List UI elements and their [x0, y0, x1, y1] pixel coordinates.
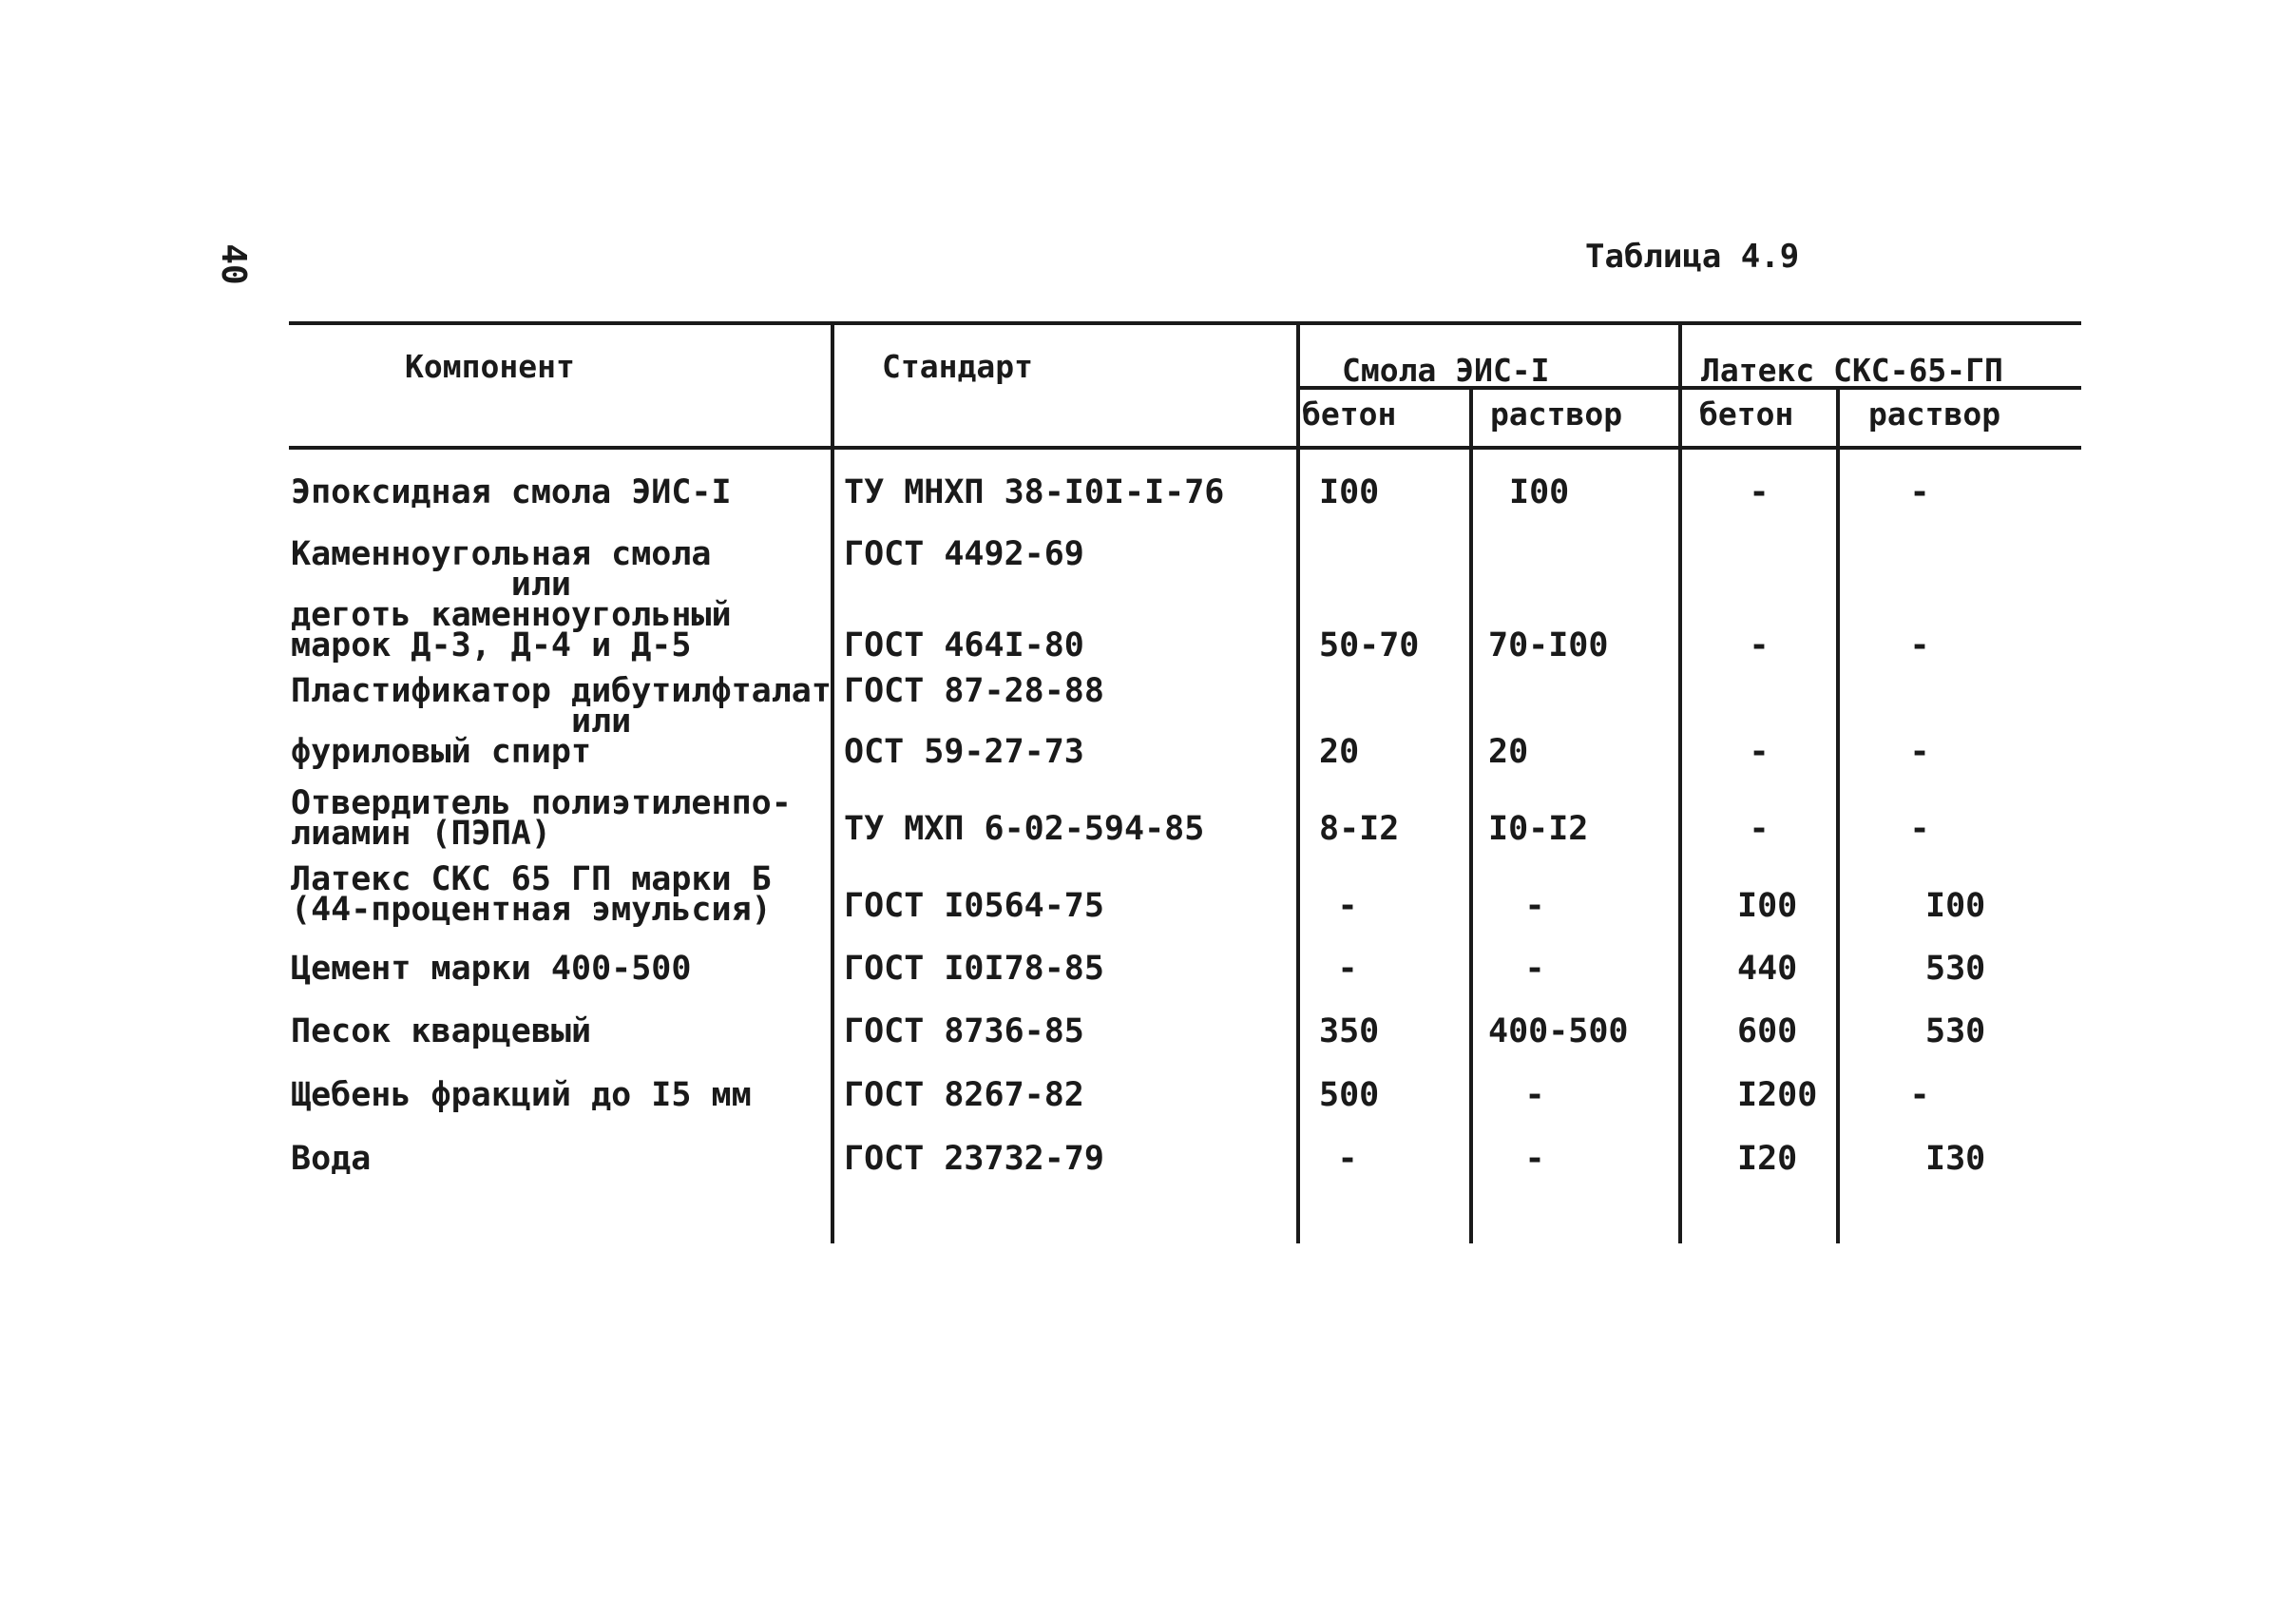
cell-resin-concrete: 8-I2	[1319, 810, 1400, 848]
cell-latex-concrete: -	[1749, 733, 1770, 771]
cell-latex-mortar: -	[1909, 733, 1930, 771]
cell-component: Щебень фракций до I5 мм	[291, 1076, 752, 1114]
cell-resin-concrete: 350	[1319, 1012, 1380, 1050]
cell-resin-mortar: 20	[1488, 733, 1529, 771]
cell-component: Пластификатор дибутилфталат или фуриловый спирт	[291, 672, 832, 771]
cell-latex-mortar: I00	[1925, 887, 1986, 925]
cell-latex-concrete: 440	[1737, 950, 1798, 988]
cell-resin-mortar: -	[1524, 950, 1545, 988]
cell-resin-mortar: I0-I2	[1488, 810, 1589, 848]
cell-resin-concrete: I00	[1319, 473, 1380, 511]
header-resin-mortar: раствор	[1490, 395, 1623, 433]
cell-standard: ГОСТ 87-28-88 ОСТ 59-27-73	[844, 672, 1104, 771]
cell-latex-mortar: -	[1909, 810, 1930, 848]
column-divider-resin	[1296, 321, 1300, 1243]
cell-latex-concrete: I20	[1737, 1140, 1798, 1178]
cell-latex-concrete: -	[1749, 810, 1770, 848]
cell-latex-mortar: -	[1909, 473, 1930, 511]
cell-latex-concrete: I200	[1737, 1076, 1818, 1114]
cell-resin-mortar: -	[1524, 1140, 1545, 1178]
cell-resin-concrete: -	[1337, 1140, 1358, 1178]
header-standard: Стандарт	[882, 348, 1033, 385]
header-group-resin: Смола ЭИС-I	[1342, 352, 1550, 389]
cell-standard: ТУ МНХП 38-I0I-I-76	[844, 473, 1225, 511]
cell-standard: ГОСТ 8736-85	[844, 1012, 1084, 1050]
header-bottom-rule	[289, 446, 2081, 450]
page-number: 40	[214, 243, 253, 285]
cell-resin-mortar: -	[1524, 1076, 1545, 1114]
header-latex-concrete: бетон	[1699, 395, 1794, 433]
cell-resin-concrete: 50-70	[1319, 626, 1420, 664]
cell-latex-concrete: 600	[1737, 1012, 1798, 1050]
cell-standard: ГОСТ 23732-79	[844, 1140, 1104, 1178]
header-resin-concrete: бетон	[1302, 395, 1397, 433]
column-divider-latex	[1678, 321, 1682, 1243]
cell-latex-concrete: -	[1749, 626, 1770, 664]
cell-latex-mortar: -	[1909, 1076, 1930, 1114]
cell-component: Цемент марки 400-500	[291, 950, 692, 988]
cell-resin-mortar: 400-500	[1488, 1012, 1629, 1050]
cell-resin-concrete: 20	[1319, 733, 1360, 771]
cell-resin-mortar: 70-I00	[1488, 626, 1609, 664]
cell-component: Каменноугольная смола или деготь каменноугольный марок Д-3, Д-4 и Д-5	[291, 535, 732, 664]
cell-resin-concrete: 500	[1319, 1076, 1380, 1114]
cell-latex-concrete: I00	[1737, 887, 1798, 925]
table-caption: Таблица 4.9	[1585, 238, 1800, 276]
cell-latex-mortar: -	[1909, 626, 1930, 664]
cell-standard: ГОСТ 8267-82	[844, 1076, 1084, 1114]
cell-latex-mortar: I30	[1925, 1140, 1986, 1178]
cell-standard: ТУ МХП 6-02-594-85	[844, 810, 1205, 848]
cell-component: Отвердитель полиэтиленпо- лиамин (ПЭПА)	[291, 784, 792, 853]
cell-standard: ГОСТ I0564-75	[844, 887, 1104, 925]
cell-standard: ГОСТ 4492-69 ГОСТ 464I-80	[844, 535, 1084, 664]
cell-latex-concrete: -	[1749, 473, 1770, 511]
cell-latex-mortar: 530	[1925, 1012, 1986, 1050]
cell-resin-concrete: -	[1337, 950, 1358, 988]
column-divider-resin-sub	[1469, 386, 1473, 1243]
column-divider-standard	[831, 321, 834, 1243]
cell-component: Латекс СКС 65 ГП марки Б (44-процентная эмульсия)	[291, 860, 772, 929]
cell-latex-mortar: 530	[1925, 950, 1986, 988]
cell-resin-mortar: -	[1524, 887, 1545, 925]
cell-component: Песок кварцевый	[291, 1012, 592, 1050]
cell-component: Эпоксидная смола ЭИС-I	[291, 473, 732, 511]
header-latex-mortar: раствор	[1868, 395, 2001, 433]
cell-component: Вода	[291, 1140, 372, 1178]
cell-resin-concrete: -	[1337, 887, 1358, 925]
cell-resin-mortar: I00	[1509, 473, 1570, 511]
cell-standard: ГОСТ I0I78-85	[844, 950, 1104, 988]
header-component: Компонент	[405, 348, 575, 385]
header-group-latex: Латекс СКС-65-ГП	[1701, 352, 2003, 389]
table-top-rule	[289, 321, 2081, 325]
